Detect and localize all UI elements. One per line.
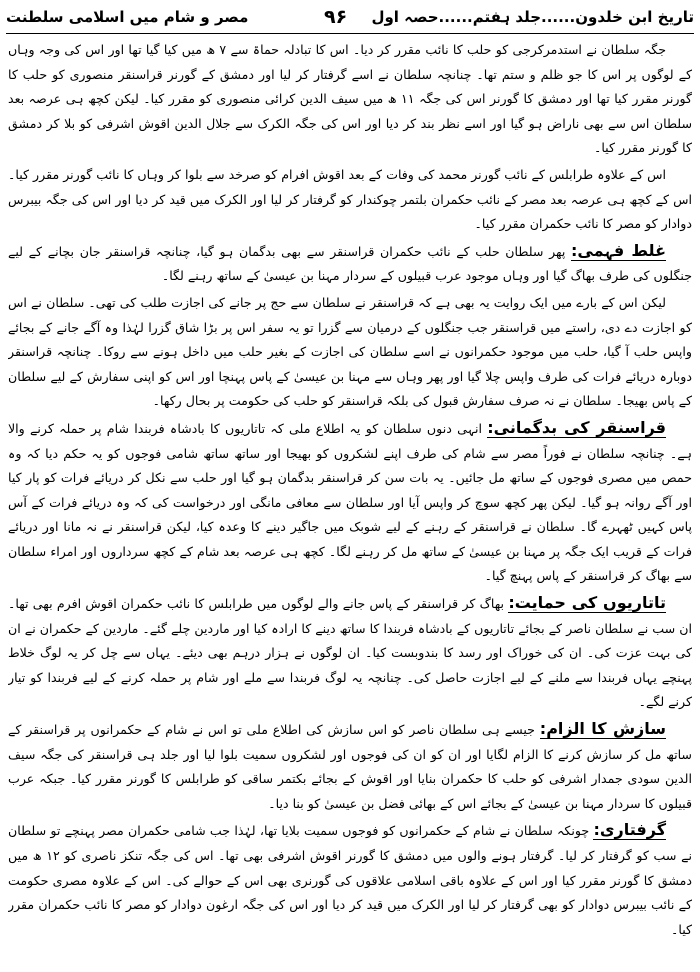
paragraph [8,38,692,161]
paragraph-text: جیسے ہی سلطان ناصر کو اس سازش کی اطلاع ملی تو اس نے شام کے حکمرانوں پر قراسنقر کے ساتھ مل کر سازش کرنے کا الزام لگایا اور ان کو ان کی فوجوں اور لشکروں سمیت بلوا لیا اور جلد ہی قراسنقر کی جگہ سیف الدین سودی جمدار اشرفی کو حلب کا حکمران بنایا اور اقوش کے بجائے بکتمر ساقی کو طرابلس کا گورنر مقرر کیا۔ جبکہ عرب قبیلوں کا سردار مہنا بن عیسیٰ کے بجائے اس کے بھائی فضل بن عیسیٰ کو بنا دیا۔ [8,722,692,811]
section-heading: سازش کا الزام: [539,719,667,739]
paragraph [8,717,692,816]
chapter-title: مصر و شام میں اسلامی سلطنت [6,8,249,26]
paragraph [8,416,692,589]
book-title: تاریخ ابن خلدون......جلد ہفتم......حصہ اول [371,8,694,26]
section-heading: تاتاریوں کی حمایت: [508,593,666,613]
paragraph-text: لیکن اس کے بارے میں ایک روایت یہ بھی ہے کہ قراسنقر نے سلطان سے حج پر جانے کی اجازت طلب کی تھی۔ سلطان نے اس کو اجازت دے دی، راستے میں قراسنقر جب جنگلوں کے درمیان سے گزرا تو یہ سفر اس پر بڑا شاق گزرا لہٰذا وہ آگے جانے کے بجائے واپس حلب آ گیا، حلب میں موجود حکمرانوں نے اسے سلطان کی اجازت کے بغیر حلب میں داخل ہونے سے روکا۔ چنانچہ قراسنقر دوبارہ دریائے فرات کی طرف واپس چلا گیا اور پھر وہاں سے مہنا بن عیسیٰ کے پاس پہنچا اور اس کو اپنی سفارش کے لیے سلطان کے پاس بھیجا۔ سلطان نے نہ صرف سفارش قبول کی بلکہ قراسنقر کو حلب کی حکومت پر بحال رکھا۔ [8,294,692,409]
section-heading: قراسنقر کی بدگمانی: [487,417,666,437]
page-body [8,38,692,966]
section-heading: غلط فہمی: [571,240,666,260]
paragraph-text: چونکہ سلطان نے شام کے حکمرانوں کو فوجوں سمیت بلایا تھا، لہٰذا جب شامی حکمران مصر پہنچے تو سلطان نے سب کو گرفتار کر لیا۔ گرفتار ہونے والوں میں دمشق کا گورنر اقوش اشرفی بھی تھا۔ اس کی جگہ تنکز ناصری کو ۱۲ ھ میں دمشق کا گورنر مقرر کیا اور اس کے علاوہ باقی اسلامی علاقوں کی گورنری بھی اس کے حوالے کی۔ اس کے علاوہ مصری حکومت کے نائب بیبرس دوادار کو بھی گرفتار کر لیا اور الکرک میں قید کر دیا اور اس کی جگہ ارغون دوادار کو مصر کا نائب حکمران مقرر کیا۔ [8,823,692,937]
paragraph [8,291,692,414]
section-heading: گرفتاری: [593,820,666,840]
page-number: ۹۶ [324,6,348,28]
paragraph [8,163,692,237]
page-header [6,6,694,32]
header-divider [6,33,694,34]
paragraph [8,239,692,289]
paragraph-text: پھر سلطان حلب کے نائب حکمران قراسنقر سے بھی بدگمان ہو گیا، چنانچہ قراسنقر جان بچانے کے لیے جنگلوں کی طرف بھاگ گیا اور وہاں موجود عرب قبیلوں کے سردار مہنا بن عیسیٰ کے ساتھ رہنے لگا۔ [8,243,692,284]
paragraph-text: جگہ سلطان نے استدمرکرجی کو حلب کا نائب مقرر کر دیا۔ اس کا تبادلہ حماۃ سے ۷ ھ میں کیا گیا تھا اور اس کی وجہ وہاں کے لوگوں پر اس کا جو ظلم و ستم تھا۔ چنانچہ سلطان نے اسے گرفتار کر لیا اور دمشق کے گورنر قراسنقر منصوری کو حلب کا گورنر مقرر کیا تھا اور دمشق کا گورنر اس کی جگہ ۱۱ ھ میں سیف الدین کرائی منصوری کو مقرر کیا۔ لیکن کچھ ہی عرصہ بعد سلطان اس سے بھی ناراض ہو گیا اور اسے نظر بند کر دیا اور اس کی جگہ الکرک سے جلال الدین اقوش اشرفی کو بلا کر دمشق کا گورنر مقرر کیا۔ [8,42,692,156]
paragraph [8,591,692,715]
paragraph [8,818,692,942]
paragraph-text: بھاگ کر قراسنقر کے پاس جانے والے لوگوں میں طرابلس کا نائب حکمران اقوش افرم بھی تھا۔ ان سب نے سلطان ناصر کے بجائے تاتاریوں کے بادشاہ فربندا کا ساتھ دینے کا ارادہ کیا اور ماردین چلے گئے۔ ماردین کے حکمران نے ان کی بہت عزت کی۔ ان کی خوراک اور رسد کا بندوبست کیا۔ ان لوگوں نے ہزار درہم بھی دیئے۔ یہاں سے چل کر یہ لوگ خلاط پہنچے یہاں فربندا سے ملنے کے لیے اجازت حاصل کی۔ چنانچہ یہ لوگ فربندا سے ملے اور شام پر حملہ کرنے کے لیے فربندا کو تیار کرنے لگے۔ [8,596,692,710]
paragraph-text: اس کے علاوہ طرابلس کے نائب گورنر محمد کی وفات کے بعد اقوش افرام کو صرخد سے بلوا کر وہاں کا نائب گورنر مقرر کیا۔ اس کے کچھ ہی عرصہ بعد مصر کے نائب حکمران بلتمر چوکندار کو گرفتار کر لیا اور الکرک میں قید کر دیا اور اس کی جگہ بیبرس دوادار کو مصر کا نائب حکمران مقرر کیا۔ [8,166,692,232]
paragraph-text: انہی دنوں سلطان کو یہ اطلاع ملی کہ تاتاریوں کا بادشاہ فربندا شام پر حملہ کرنے والا ہے۔ چنانچہ سلطان نے فوراً مصر سے شام کی طرف اپنے لشکروں کو بھیجا اور ساتھ ساتھ شامی فوجوں کو یہ حکم دیا کہ وہ حمص میں مصری فوجوں کے ساتھ مل جائیں۔ یہ بات سن کر قراسنقر بدگمان ہو گیا اور حلب سے نکل کر دریائے فرات کو پار کیا اور آگے روانہ ہو گیا۔ لیکن پھر کچھ سوچ کر واپس آیا اور سلطان سے معافی مانگی اور درخواست کی کہ وہ دریائے فرات کے آس پاس کہیں ٹھہرے گا۔ سلطان نے قراسنقر کے رہنے کے لیے شوبک میں جاگیر دینے کا وعدہ کیا، لیکن قراسنقر نے نہ مانا اور دریائے فرات کے قریب ایک جگہ پر مہنا بن عیسیٰ کے ساتھ مل کر رہنے لگا۔ کچھ ہی عرصہ بعد شام کے کچھ سرداروں اور امراء سلطان سے بھاگ کر قراسنقر کے پاس پہنچ گیا۔ [8,420,692,584]
